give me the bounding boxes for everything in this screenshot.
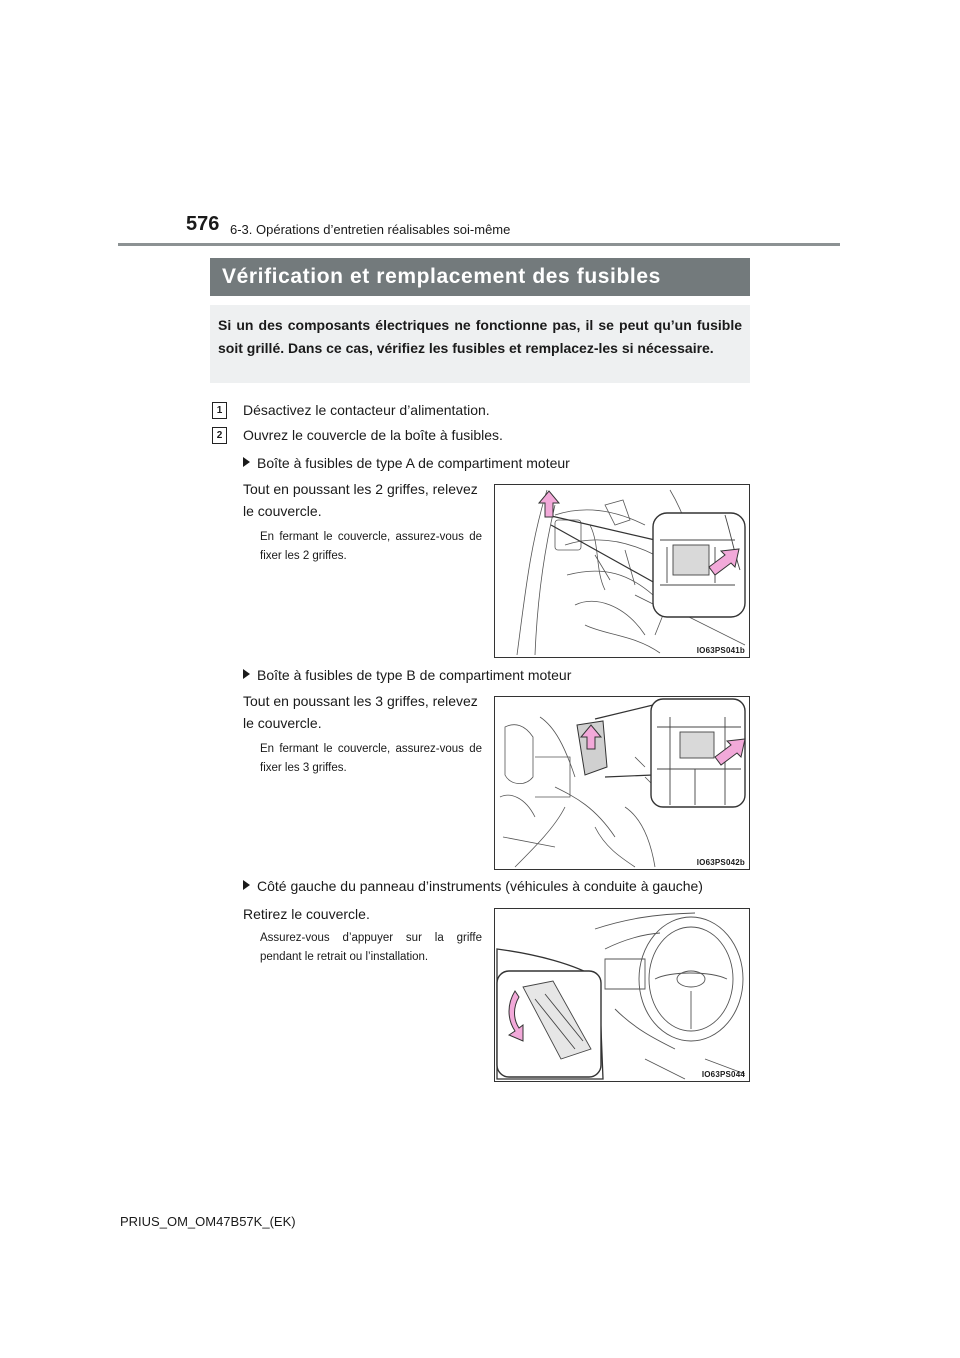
bullet-triangle-icon [243,880,250,890]
engine-compartment-b-illustration [495,697,749,869]
intro-box: Si un des composants électriques ne fonctionne pas, il se peut qu’un fusible soit grillé. Dans ce cas, vérifiez les fusibles et remplacez-les si nécessaire. [210,305,750,383]
section-c-heading: Côté gauche du panneau d’instruments (véhicules à conduite à gauche) [243,878,703,894]
step-1-text: Désactivez le contacteur d’alimentation. [243,402,490,418]
section-heading: 6-3. Opérations d’entretien réalisables soi-même [230,222,511,237]
section-c-instruction: Retirez le couvercle. [243,906,370,922]
step-1-badge: 1 [212,402,227,419]
section-a-note: En fermant le couvercle, assurez-vous de fixer les 2 griffes. [260,531,482,562]
section-a-instruction: Tout en poussant les 2 griffes, relevez le couvercle. [243,481,478,519]
page-title: Vérification et remplacement des fusibles [210,258,750,296]
section-b-heading: Boîte à fusibles de type B de compartiment moteur [243,667,571,683]
figure-code: IO63PS041b [696,646,745,655]
bullet-triangle-icon [243,669,250,679]
step-2-text: Ouvrez le couvercle de la boîte à fusibles. [243,427,503,443]
page-number: 576 [186,213,220,235]
footer-doc-code: PRIUS_OM_OM47B57K_(EK) [120,1214,296,1229]
figure-fuse-box-a [494,484,750,658]
engine-compartment-a-illustration [495,485,749,657]
step-2-badge: 2 [212,427,227,444]
section-c-note: Assurez-vous d’appuyer sur la griffe pendant le retrait ou l’installation. [260,932,482,963]
figure-instrument-panel [494,908,750,1082]
figure-fuse-box-b [494,696,750,870]
figure-code: IO63PS044 [701,1070,745,1079]
header-rule [118,243,840,246]
instrument-panel-illustration [495,909,749,1081]
section-a-heading: Boîte à fusibles de type A de compartiment moteur [243,455,570,471]
figure-code: IO63PS042b [696,858,745,867]
section-b-instruction: Tout en poussant les 3 griffes, relevez le couvercle. [243,693,478,731]
section-b-note: En fermant le couvercle, assurez-vous de fixer les 3 griffes. [260,743,482,774]
bullet-triangle-icon [243,457,250,467]
